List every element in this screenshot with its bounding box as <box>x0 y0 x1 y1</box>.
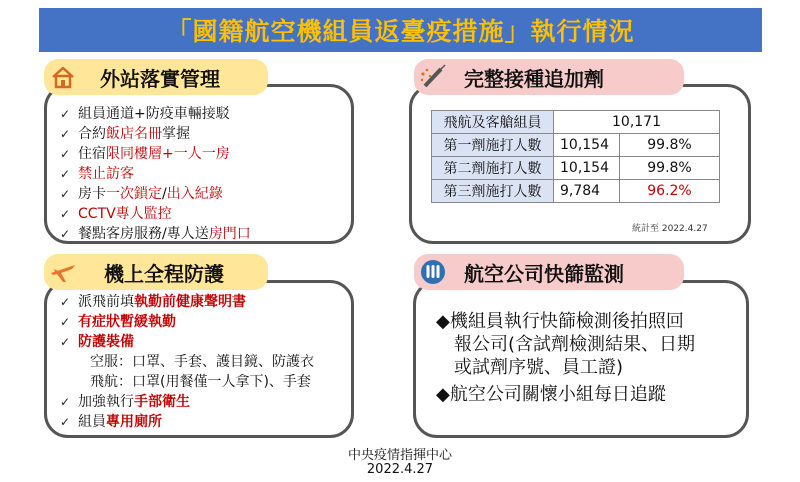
checklist-item <box>60 104 251 124</box>
item-text: 加強執行 <box>78 394 134 410</box>
highlighted-text: 出入紀錄 <box>166 186 223 202</box>
dose-percent: 99.8% <box>620 134 720 157</box>
table-row <box>432 157 720 180</box>
highlighted-text: 禁止訪客 <box>78 166 134 182</box>
total-count: 10,171 <box>554 111 720 134</box>
sub-item <box>60 352 314 372</box>
dose-percent: 99.8% <box>620 157 720 180</box>
highlighted-text: CCTV專人監控 <box>78 206 172 222</box>
onboard-checklist <box>60 292 314 432</box>
checklist-item <box>60 144 251 164</box>
vaccine-header <box>414 59 684 95</box>
rapid-test-header <box>414 254 684 290</box>
outstation-checklist <box>60 104 251 244</box>
checkmark-icon: ✓ <box>60 207 71 221</box>
highlighted-text: 專用廁所 <box>106 414 162 430</box>
item-text: 組員通道+防疫車輛接駁 <box>78 106 230 122</box>
rapid-test-line: ◆機組員執行快篩檢測後拍照回 <box>436 311 684 332</box>
highlighted-text: 飯店名冊 <box>106 126 162 142</box>
checklist-item <box>60 392 314 412</box>
checkmark-icon: ✓ <box>60 295 71 309</box>
checklist-item <box>60 164 251 184</box>
syringe-icon <box>414 64 452 90</box>
checklist-item <box>60 312 314 332</box>
checklist-item <box>60 224 251 244</box>
vaccine-header-label: 完整接種追加劑 <box>464 66 604 91</box>
highlighted-text: 限同樓層+一人一房 <box>106 146 230 162</box>
highlighted-text: 一次鎖定 <box>106 186 162 202</box>
checklist-item <box>60 292 314 312</box>
vaccine-table <box>431 110 720 203</box>
row-label: 第三劑施打人數 <box>432 180 554 203</box>
test-tubes-icon <box>414 259 452 285</box>
row-label: 第一劑施打人數 <box>432 134 554 157</box>
highlighted-text: 房門口 <box>208 226 251 242</box>
checklist-item <box>60 332 314 352</box>
checkmark-icon: ✓ <box>60 147 71 161</box>
checkmark-icon: ✓ <box>60 227 71 241</box>
checkmark-icon: ✓ <box>60 315 71 329</box>
checkmark-icon: ✓ <box>60 335 71 349</box>
rapid-test-line: ◆航空公司關懷小組每日追蹤 <box>436 384 666 405</box>
table-row <box>432 180 720 203</box>
item-text: 合約 <box>78 126 106 142</box>
stats-date-note: 統計至 2022.4.27 <box>632 224 708 234</box>
outstation-header-label: 外站落實管理 <box>100 66 220 91</box>
dose-count: 10,154 <box>554 157 620 180</box>
footer-org: 中央疫情指揮中心 <box>347 448 452 463</box>
item-text: 組員 <box>78 414 106 430</box>
checklist-item <box>60 204 251 224</box>
checklist-item <box>60 184 251 204</box>
item-text: 空服：口罩、手套、護目鏡、防護衣 <box>90 354 314 370</box>
rapid-test-line: 或試劑序號、員工證) <box>454 357 624 378</box>
item-text: 飛航：口罩(用餐僅一人拿下)、手套 <box>90 374 311 390</box>
page-title: 「國籍航空機組員返臺疫措施」執行情況 <box>39 8 762 52</box>
checkmark-icon: ✓ <box>60 127 71 141</box>
checkmark-icon: ✓ <box>60 415 71 429</box>
table-row <box>432 111 720 134</box>
rapid-test-header-label: 航空公司快篩監測 <box>464 261 624 286</box>
footer-date: 2022.4.27 <box>366 462 434 477</box>
checkmark-icon: ✓ <box>60 187 71 201</box>
outstation-header <box>44 59 268 95</box>
onboard-header <box>44 254 268 290</box>
checkmark-icon: ✓ <box>60 167 71 181</box>
checkmark-icon: ✓ <box>60 395 71 409</box>
house-icon <box>44 65 82 89</box>
dose-count: 9,784 <box>554 180 620 203</box>
rapid-test-description <box>436 310 695 406</box>
highlighted-text: 有症狀暫緩執勤 <box>78 314 176 330</box>
highlighted-text: 手部衛生 <box>134 394 190 410</box>
sub-item <box>60 372 314 392</box>
onboard-header-label: 機上全程防護 <box>104 261 224 286</box>
item-text: 房卡 <box>78 186 106 202</box>
checklist-item <box>60 412 314 432</box>
item-text: 住宿 <box>78 146 106 162</box>
checklist-item <box>60 124 251 144</box>
item-text: / <box>162 186 167 202</box>
highlighted-text: 防護裝備 <box>78 334 134 350</box>
table-row <box>432 134 720 157</box>
item-text: 餐點客房服務/專人送 <box>78 226 209 242</box>
item-text: 派飛前填 <box>78 294 134 310</box>
row-label: 飛航及客艙組員 <box>432 111 554 134</box>
item-text: 掌握 <box>162 126 190 142</box>
dose-count: 10,154 <box>554 134 620 157</box>
highlighted-text: 執勤前健康聲明書 <box>134 294 246 310</box>
airplane-icon <box>44 259 82 285</box>
checkmark-icon: ✓ <box>60 107 71 121</box>
dose-percent: 96.2% <box>620 180 720 203</box>
row-label: 第二劑施打人數 <box>432 157 554 180</box>
rapid-test-line: 報公司(含試劑檢測結果、日期 <box>454 334 696 355</box>
